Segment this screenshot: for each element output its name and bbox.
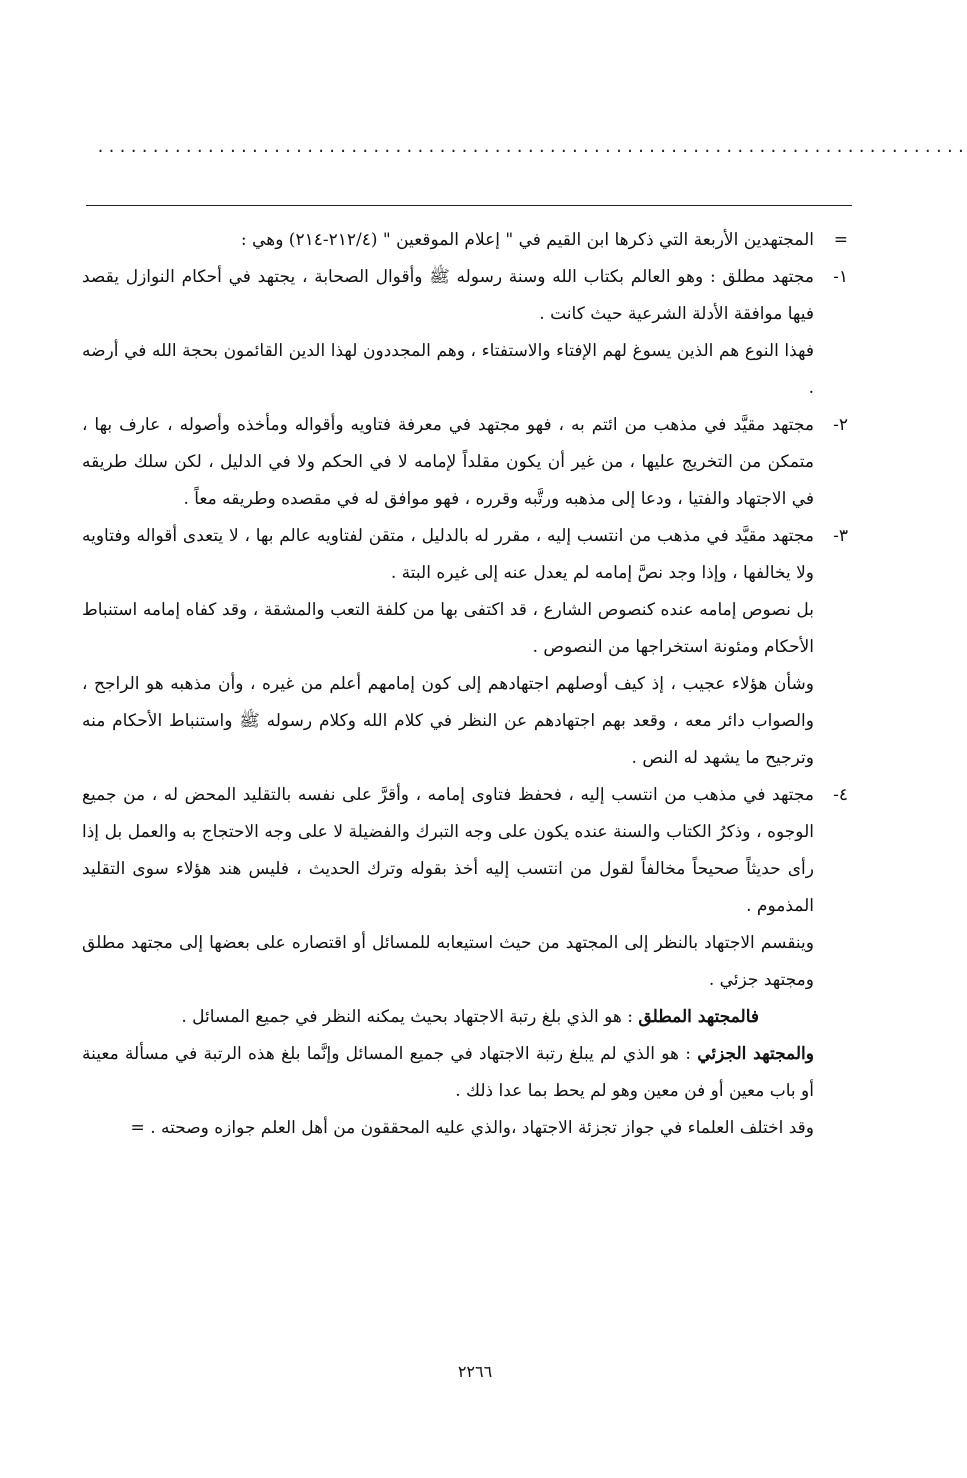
type-4-item	[82, 777, 848, 925]
definition-partial-text: : هو الذي لم يبلغ رتبة الاجتهاد في جميع المسائل وإنَّما بلغ هذه الرتبة في مسألة معينة أو باب معين أو فن معين وهو لم يحط بما عدا ذلك .	[82, 1044, 814, 1101]
footnote-body	[82, 222, 848, 1147]
type-4-number: ٤-	[833, 785, 848, 805]
definition-partial	[82, 1036, 814, 1110]
term-partial: والمجتهد الجزئي	[697, 1044, 814, 1064]
intro-text: المجتهدين الأربعة التي ذكرها ابن القيم في " إعلام الموقعين " (٢١٢/٤-٢١٤) وهي :	[240, 230, 814, 250]
paragraph-3: وشأن هؤلاء عجيب ، إذ كيف أوصلهم اجتهادهم إلى كون إمامهم أعلم من غيره ، وأن مذهبه هو الراجح ، والصواب دائر معه ، وقعد بهم اجتهادهم عن النظر في كلام الله وكلام رسوله ﷺ واستنباط الأحكام منه وترجيح ما يشهد له النص .	[82, 674, 814, 768]
type-4-text: مجتهد في مذهب من انتسب إليه ، فحفظ فتاوى إمامه ، وأقرَّ على نفسه بالتقليد المحض له ، من جميع الوجوه ، وذكرُ الكتاب والسنة عنده يكون على وجه التبرك والفضيلة لا على وجه الاحتجاج به والعمل بل إذا رأى حديثاً صحيحاً مخالفاً لقول من انتسب إليه أخذ بقوله وترك الحديث ، فليس هند هؤلاء سوى التقليد المذموم .	[82, 785, 814, 916]
paragraph-4: وينقسم الاجتهاد بالنظر إلى المجتهد من حيث استيعابه للمسائل أو اقتصاره على بعضها إلى مجتهد مطلق ومجتهد جزئي .	[82, 933, 814, 990]
page-number: ٢٢٦٦	[457, 1362, 493, 1381]
footnote-rule	[86, 205, 852, 206]
type-3-number: ٣-	[833, 526, 848, 546]
term-absolute: فالمجتهد المطلق	[638, 1007, 759, 1027]
type-1-text: مجتهد مطلق : وهو العالم بكتاب الله وسنة رسوله ﷺ وأقوال الصحابة ، يجتهد في أحكام النوازل يقصد فيها موافقة الأدلة الشرعية حيث كانت .	[82, 267, 814, 324]
type-2-number: ٢-	[833, 415, 848, 435]
paragraph-5: وقد اختلف العلماء في جواز تجزئة الاجتهاد ،والذي عليه المحققون من أهل العلم جوازه وصحته . =	[130, 1118, 814, 1138]
definition-absolute-text: : هو الذي بلغ رتبة الاجتهاد بحيث يمكنه النظر في جميع المسائل .	[181, 1007, 634, 1027]
footnote-intro	[82, 222, 848, 259]
paragraph-1: فهذا النوع هم الذين يسوغ لهم الإفتاء والاستفتاء ، وهم المجددون لهذا الدين القائمون بحجة الله في أرضه .	[82, 341, 814, 398]
continuation-marker: =	[833, 230, 848, 250]
dotted-separator: ...............................................................................	[96, 138, 967, 156]
type-3-item	[82, 518, 848, 592]
definition-absolute	[82, 999, 814, 1036]
type-1-item	[82, 259, 848, 333]
type-1-number: ١-	[833, 267, 848, 287]
type-3-text: مجتهد مقيَّد في مذهب من انتسب إليه ، مقرر له بالدليل ، متقن لفتاويه عالم بها ، لا يتعدى أقواله وفتاويه ولا يخالفها ، وإذا وجد نصَّ إمامه لم يعدل عنه إلى غيره البتة .	[82, 526, 814, 583]
type-2-text: مجتهد مقيَّد في مذهب من ائتم به ، فهو مجتهد في معرفة فتاويه وأقواله ومأخذه وأصوله ، عارف بها ، متمكن من التخريج عليها ، من غير أن يكون مقلداً لإمامه لا في الحكم ولا في الدليل ، لكن سلك طريقه في الاجتهاد والفتيا ، ودعا إلى مذهبه ورتَّبه وقرره ، فهو موافق له في مقصده وطريقه معاً .	[82, 415, 814, 509]
type-2-item	[82, 407, 848, 518]
paragraph-2: بل نصوص إمامه عنده كنصوص الشارع ، قد اكتفى بها من كلفة التعب والمشقة ، وقد كفاه إمامه استنباط الأحكام ومئونة استخراجها من النصوص .	[82, 600, 814, 657]
